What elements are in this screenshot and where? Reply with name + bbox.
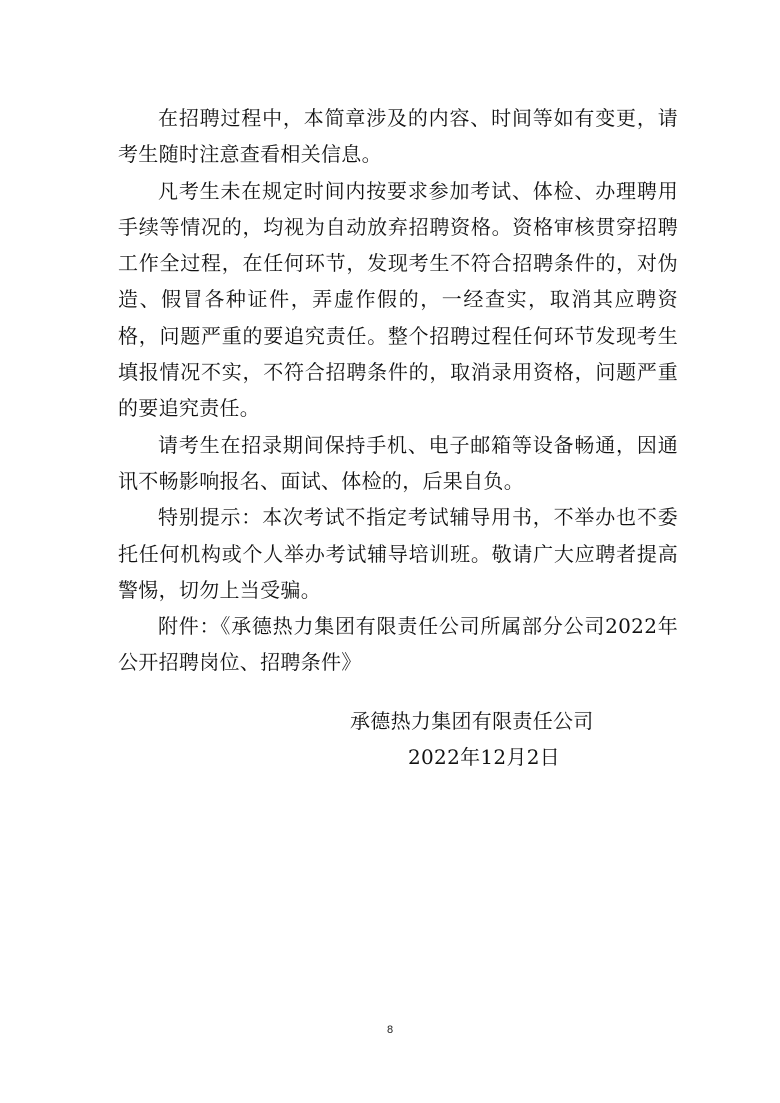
paragraph-qualification-rules: 凡考生未在规定时间内按要求参加考试、体检、办理聘用手续等情况的，均视为自动放弃招聘资格。资格审核贯穿招聘工作全过程，在任何环节，发现考生不符合招聘条件的，对伪造、假冒各种证件，弄虚作假的，一经查实，取消其应聘资格，问题严重的要追究责任。整个招聘过程任何环节发现考生填报情况不实，不符合招聘条件的，取消录用资格，问题严重的要追究责任。 xyxy=(118,178,678,421)
paragraph-special-reminder: 特别提示：本次考试不指定考试辅导用书，不举办也不委托任何机构或个人举办考试辅导培训班。敬请广大应聘者提高警惕，切勿上当受骗。 xyxy=(118,505,678,602)
paragraph-recruitment-changes: 在招聘过程中，本简章涉及的内容、时间等如有变更，请考生随时注意查看相关信息。 xyxy=(118,106,678,167)
document-body xyxy=(118,100,678,681)
paragraph-attachment: 附件：《承德热力集团有限责任公司所属部分公司2022年公开招聘岗位、招聘条件》 xyxy=(118,614,678,675)
signature-date: 2022年12月2日 xyxy=(408,745,561,769)
signature-organization: 承德热力集团有限责任公司 xyxy=(350,709,594,733)
paragraph-contact-notice: 请考生在招录期间保持手机、电子邮箱等设备畅通，因通讯不畅影响报名、面试、体检的，后果自负。 xyxy=(118,432,678,493)
signature-block xyxy=(350,703,650,775)
page-number: 8 xyxy=(386,1024,394,1036)
